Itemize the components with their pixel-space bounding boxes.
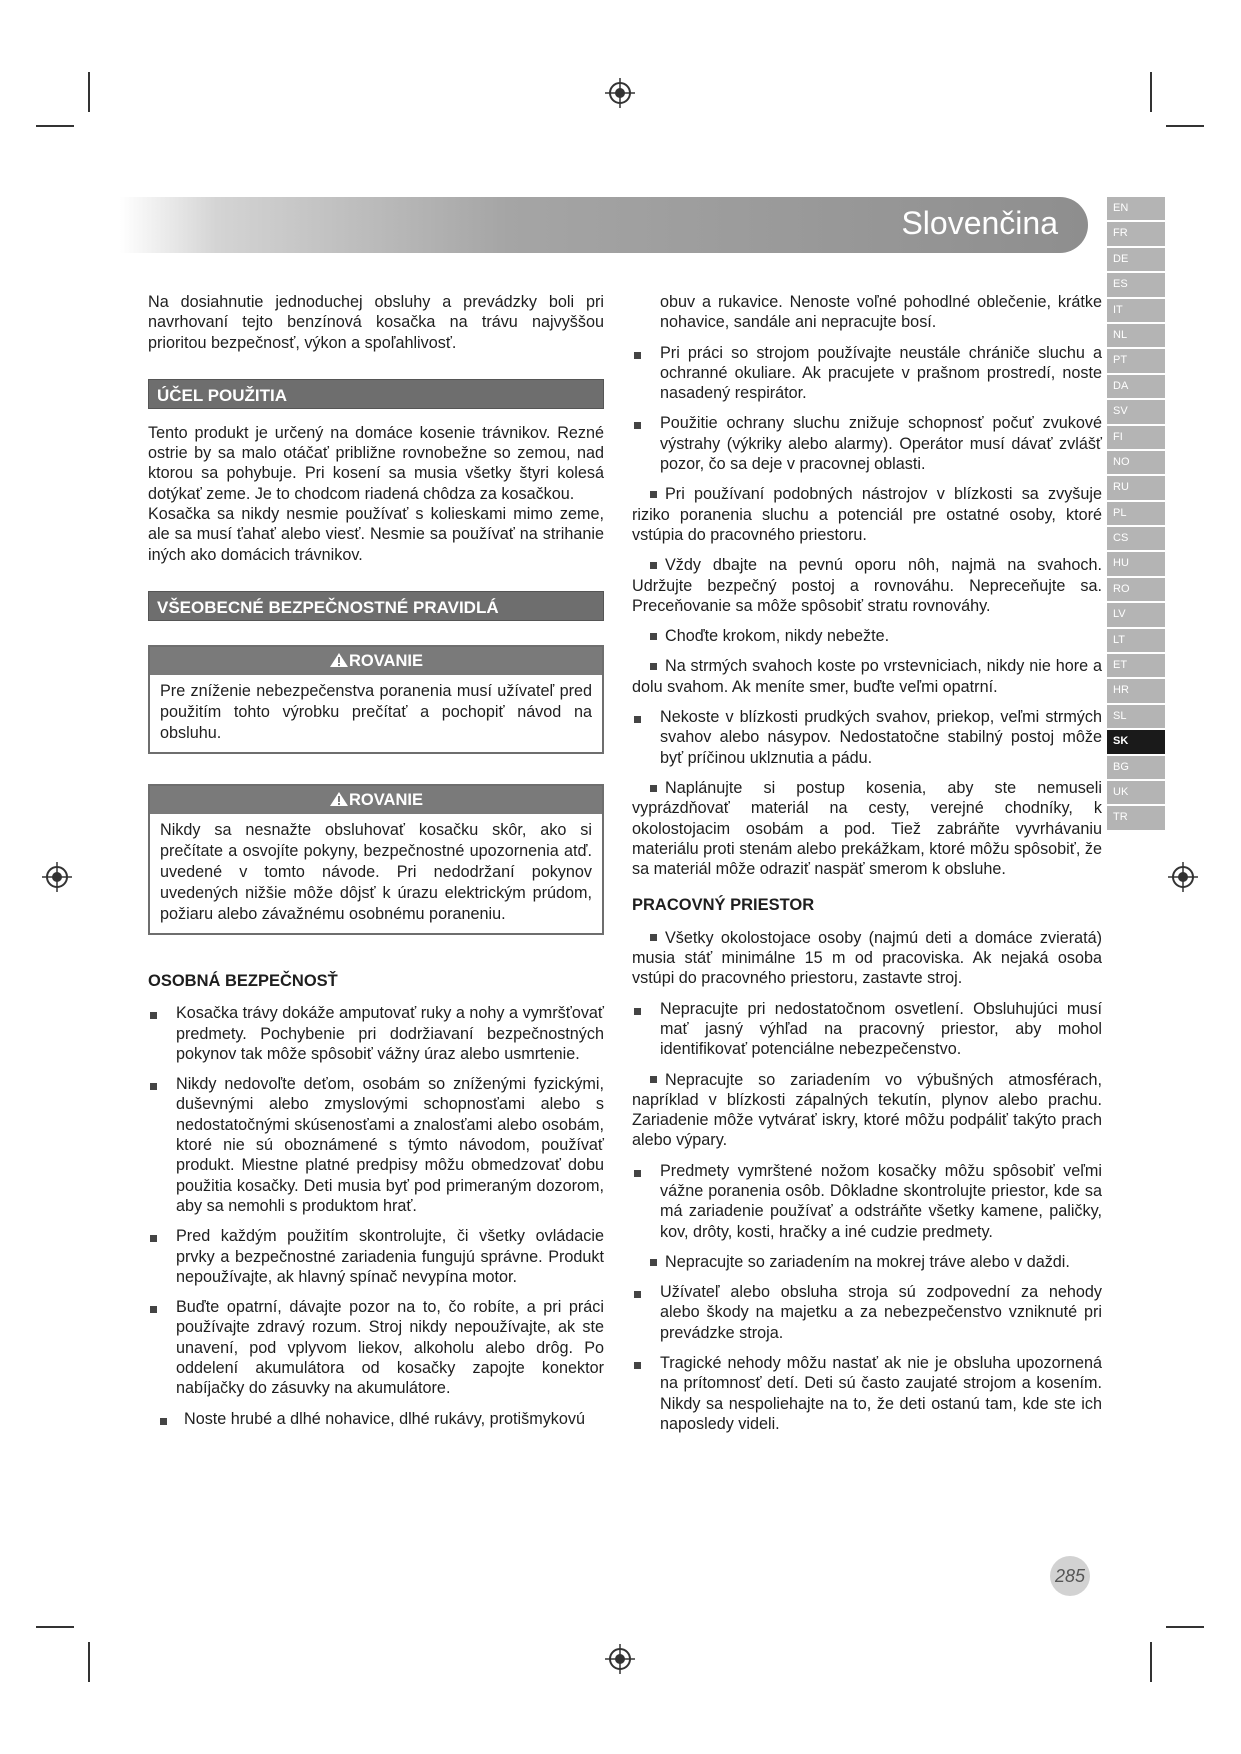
language-tab-fi[interactable]: FI	[1107, 426, 1165, 449]
warning-title: ROVANIE	[349, 790, 423, 809]
list-item: Kosačka trávy dokáže amputovať ruky a nohy a vymršťovať predmety. Pochybenie pri dodržiavaní bezpečnostných pokynov tak môže spôsobiť vážny úraz alebo usmrtenie.	[148, 1003, 604, 1064]
crop-mark	[36, 125, 74, 127]
safety-list	[632, 343, 1102, 880]
page-title: Slovenčina	[901, 205, 1058, 241]
language-tab-en[interactable]: EN	[1107, 197, 1165, 220]
usage-paragraph: Tento produkt je určený na domáce kosenie trávnikov. Rezné ostrie by sa malo otáčať približne rovnobežne so zemou, nad ktorou sa pohybuje. Pri kosení sa musia všetky štyri kolesá dotýkať zeme. Je to chodcom riadená chôdza za kosačkou.	[148, 423, 604, 503]
warning-triangle-icon	[329, 652, 349, 668]
header-band	[120, 197, 1088, 253]
list-item: Pri práci so strojom používajte neustále chrániče sluchu a ochranné okuliare. Ak pracujete v prašnom prostredí, noste nasadený respirátor.	[632, 343, 1102, 404]
list-item: Choďte krokom, nikdy nebežte.	[632, 626, 1102, 646]
list-item: Buďte opatrní, dávajte pozor na to, čo robíte, a pri práci používajte zdravý rozum. Stroj nikdy nepoužívajte, ak ste unavení, pod vplyvom liekov, alkoholu alebo drôg. Po oddelení akumulátora od kosačky zapojte konektor nabíjačky do zásuvky na akumulátore.	[148, 1297, 604, 1398]
language-tab-no[interactable]: NO	[1107, 451, 1165, 474]
language-tab-hu[interactable]: HU	[1107, 552, 1165, 575]
language-tab-da[interactable]: DA	[1107, 375, 1165, 398]
language-tab-it[interactable]: IT	[1107, 299, 1165, 322]
crop-mark	[1150, 72, 1152, 112]
warning-triangle-icon	[329, 791, 349, 807]
right-column	[632, 292, 1102, 1444]
language-tab-ro[interactable]: RO	[1107, 578, 1165, 601]
list-item: Pri používaní podobných nástrojov v blízkosti sa zvyšuje riziko poranenia sluchu a potenciál pre ostatné osoby, ktoré vstúpia do pracovného priestoru.	[632, 485, 1102, 544]
language-tab-de[interactable]: DE	[1107, 248, 1165, 271]
workspace-list	[632, 928, 1102, 1435]
section-heading-personal-safety: OSOBNÁ BEZPEČNOSŤ	[148, 971, 338, 990]
language-tab-pt[interactable]: PT	[1107, 349, 1165, 372]
language-tab-lv[interactable]: LV	[1107, 603, 1165, 626]
list-item: Naplánujte si postup kosenia, aby ste nemuseli vyprázdňovať materiál na cesty, verejné chodníky, k okolostojacim osobám a pod. Tiež zabráňte vyvrhávaniu materiálu proti stenám alebo prekážkam, ktoré môžu spôsobiť, že sa materiál môže odraziť naspäť smerom k obsluhe.	[632, 778, 1102, 879]
language-tab-cs[interactable]: CS	[1107, 527, 1165, 550]
registration-mark-icon	[605, 78, 635, 108]
language-tab-sv[interactable]: SV	[1107, 400, 1165, 423]
language-tab-hr[interactable]: HR	[1107, 679, 1165, 702]
crop-mark	[88, 72, 90, 112]
left-column	[148, 292, 604, 1439]
personal-safety-list	[148, 1003, 604, 1429]
section-heading-general-safety: VŠEOBECNÉ BEZPEČNOSTNÉ PRAVIDLÁ	[148, 591, 604, 621]
crop-mark	[1166, 125, 1204, 127]
language-tabs	[1107, 197, 1165, 832]
crop-mark	[1150, 1642, 1152, 1682]
continuation-paragraph: obuv a rukavice. Nenoste voľné pohodlné oblečenie, krátke nohavice, sandále ani nepracujte bosí.	[660, 293, 1102, 332]
registration-mark-icon	[42, 862, 72, 892]
warning-box	[148, 645, 604, 754]
registration-mark-icon	[605, 1644, 635, 1674]
list-item: Tragické nehody môžu nastať ak nie je obsluha upozornená na prítomnosť detí. Deti sú často zaujaté strojom a kosením. Nikdy sa nespoliehajte na to, že deti ostanú tam, kde ste ich naposledy videli.	[632, 1353, 1102, 1434]
list-item: Nepracujte so zariadením na mokrej tráve alebo v daždi.	[632, 1252, 1102, 1272]
language-tab-bg[interactable]: BG	[1107, 756, 1165, 779]
list-item: Predmety vymrštené nožom kosačky môžu spôsobiť veľmi vážne poranenia osôb. Dôkladne skontrolujte priestor, kde sa má zariadenie používať a odstráňte všetky kamene, paličky, kov, drôty, kosti, hračky a iné cudzie predmety.	[632, 1161, 1102, 1242]
language-tab-pl[interactable]: PL	[1107, 502, 1165, 525]
registration-mark-icon	[1168, 862, 1198, 892]
page-number: 285	[1050, 1556, 1090, 1596]
language-tab-sl[interactable]: SL	[1107, 705, 1165, 728]
warning-header	[150, 786, 602, 814]
language-tab-ru[interactable]: RU	[1107, 476, 1165, 499]
warning-header	[150, 647, 602, 675]
list-item: Všetky okolostojace osoby (najmú deti a domáce zvieratá) musia stáť minimálne 15 m od pracoviska. Ak nejaká osoba vstúpi do pracovného priestoru, zastavte stroj.	[632, 928, 1102, 988]
warning-text: Nikdy sa nesnažte obsluhovať kosačku skôr, ako si prečítate a osvojíte pokyny, bezpečnostné upozornenia atď. uvedené v tomto návode. Pri nedodržaní pokynov uvedených nižšie môže dôjsť k úrazu elektrickým prúdom, požiaru alebo závažnému osobnému poraneniu.	[160, 820, 592, 923]
warning-box	[148, 784, 604, 935]
list-item: Použitie ochrany sluchu znižuje schopnosť počuť zvukové výstrahy (výkriky alebo alarmy). Operátor musí dávať zvlášť pozor, čo sa deje v pracovnej oblasti.	[632, 413, 1102, 474]
language-tab-uk[interactable]: UK	[1107, 781, 1165, 804]
crop-mark	[1166, 1626, 1204, 1628]
list-item: Užívateľ alebo obsluha stroja sú zodpovední za nehody alebo škody na majetku a za nebezpečenstvo vzniknuté pri prevádzke stroja.	[632, 1282, 1102, 1343]
list-item: Nepracujte pri nedostatočnom osvetlení. Obsluhujúci musí mať jasný výhľad na pracovný priestor, aby mohol identifikovať potenciálne nebezpečenstvo.	[632, 999, 1102, 1060]
intro-paragraph: Na dosiahnutie jednoduchej obsluhy a prevádzky boli pri navrhovaní tejto benzínová kosačka na trávu najvyššou prioritou bezpečnosť, výkon a spoľahlivosť.	[148, 293, 604, 352]
language-tab-tr[interactable]: TR	[1107, 806, 1165, 829]
crop-mark	[36, 1626, 74, 1628]
list-item: Noste hrubé a dlhé nohavice, dlhé rukávy, protišmykovú	[148, 1409, 604, 1429]
warning-text: Pre zníženie nebezpečenstva poranenia musí užívateľ pred použitím tohto výrobku prečítať a pochopiť návod na obsluhu.	[160, 681, 592, 742]
language-tab-fr[interactable]: FR	[1107, 222, 1165, 245]
list-item: Nikdy nedovoľte deťom, osobám so zníženými fyzickými, duševnými alebo zmyslovými schopnosťami alebo s nedostatočnými skúsenosťami a znalosťami alebo osobám, ktoré nie sú oboznámené s týmto návodom, používať produkt. Miestne platné predpisy môžu obmedzovať dobu použitia kosačky. Deti musia byť pod primeraným dozorom, aby sa nemohli s produktom hrať.	[148, 1074, 604, 1216]
list-item: Na strmých svahoch koste po vrstevniciach, nikdy nie hore a dolu svahom. Ak meníte smer, buďte veľmi opatrní.	[632, 657, 1102, 696]
usage-paragraph: Kosačka sa nikdy nesmie používať s kolieskami mimo zeme, ale sa musí ťahať alebo viesť. Nesmie sa používať na strihanie iných ako domácich trávnikov.	[148, 505, 604, 564]
list-item: Nepracujte so zariadením vo výbušných atmosférach, napríklad v blízkosti zápalných tekutín, plynov alebo prachu. Zariadenie môže vytvárať iskry, ktoré môžu podpáliť takýto prach alebo výpary.	[632, 1070, 1102, 1150]
section-heading-usage: ÚČEL POUŽITIA	[148, 379, 604, 409]
crop-mark	[88, 1642, 90, 1682]
warning-title: ROVANIE	[349, 651, 423, 670]
language-tab-sk[interactable]: SK	[1107, 730, 1165, 753]
language-tab-et[interactable]: ET	[1107, 654, 1165, 677]
language-tab-nl[interactable]: NL	[1107, 324, 1165, 347]
language-tab-lt[interactable]: LT	[1107, 629, 1165, 652]
section-heading-workspace: PRACOVNÝ PRIESTOR	[632, 896, 815, 915]
list-item: Pred každým použitím skontrolujte, či všetky ovládacie prvky a bezpečnostné zariadenia fungujú správne. Produkt nepoužívajte, ak hlavný spínač nevypína motor.	[148, 1226, 604, 1287]
list-item: Vždy dbajte na pevnú oporu nôh, najmä na svahoch. Udržujte bezpečný postoj a rovnováhu. Nepreceňujte sa. Preceňovanie sa môže spôsobiť stratu rovnováhy.	[632, 556, 1102, 615]
language-tab-es[interactable]: ES	[1107, 273, 1165, 296]
list-item: Nekoste v blízkosti prudkých svahov, priekop, veľmi strmých svahov alebo násypov. Nedostatočne stabilný postoj môže byť príčinou uklznutia a pádu.	[632, 707, 1102, 768]
